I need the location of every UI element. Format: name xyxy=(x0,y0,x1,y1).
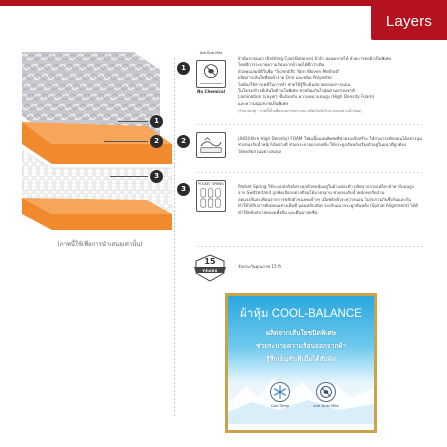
ice-mountain-graphic xyxy=(228,364,374,424)
layer-1-line: ผ้าหุ้มภายนอก (Knitting Cool-Balance) ผ้าผ้า ผ่อนคลายได้ ด้วยการทอผ้าเป็นพิเศษ xyxy=(238,56,392,61)
warranty-years: 15 xyxy=(204,257,216,266)
layer-2-line: ได้ทุกสัดส่วนอย่างสมดุล xyxy=(238,148,282,154)
layer-1-line: Lamination (Layer) ชั้นป้องกัน ความหนาแน่นสูง (High Density Foam) xyxy=(238,94,375,100)
warranty-text: รับประกันคุณภาพ 15 ปี xyxy=(238,264,281,269)
layer-1-line: โดยมีการระบายความร้อนจากผ้าลดได้ดีกว่าเดิม xyxy=(238,62,325,68)
snowflake-icon xyxy=(270,382,290,402)
banner-title xyxy=(228,305,374,323)
layer-3-description xyxy=(238,184,426,216)
layer-marker-3: 3 xyxy=(150,170,163,183)
snowflake-icon-svg xyxy=(271,383,289,401)
layer-1-description xyxy=(238,56,426,115)
banner-title-th: ผ้าหุ้ม xyxy=(240,308,269,320)
anti-dust-mite-icon-svg xyxy=(317,383,335,401)
layer-3-line: จาก Switzerland ถูกคัดเลือกอย่างดีจนได้มาตรฐาน ช่วยรองรับน้ำหนักทุกสัดส่วน xyxy=(238,190,385,196)
warranty-years-label: YEARS xyxy=(202,267,218,273)
layer-1-line: ด้วยคุณสมบัติในชื่อ "Scientific Yarn Woven Method" xyxy=(238,68,341,74)
no-chemical-label: No Chemical xyxy=(197,89,225,94)
layer-2-description xyxy=(238,136,426,155)
row-separator xyxy=(197,246,422,247)
cool-balance-banner-inner xyxy=(228,296,374,430)
pocket-spring-badge xyxy=(196,180,226,212)
leader-line-2 xyxy=(104,141,148,142)
row-marker-1: 1 xyxy=(177,62,190,75)
row-separator xyxy=(197,172,422,173)
vertical-divider xyxy=(174,58,175,418)
foam-layer-badge xyxy=(196,132,226,158)
anti-dust-mite-badge xyxy=(196,60,226,88)
layer-1-line: และความนุ่มสบายเป็นพิเศษ xyxy=(238,100,288,106)
illustration-caption: (ภาพนี้ใช้เพื่อการนำเสนอเท่านั้น) xyxy=(57,241,143,248)
row-separator xyxy=(197,124,422,125)
anti-dust-mite-icon xyxy=(197,61,225,87)
cool-temp-label: Cool Temp xyxy=(270,404,290,408)
layer-2-line: ช่วยรองรับน้ำหนักได้อย่างดี ช่วยกระจายแรงกดทับ ให้กระดูกสันหลังเรียงตัวอยู่ในแนวที่ถูกต้อง xyxy=(238,142,406,148)
layer-2-line: UHD(Ultra High Density) FOAM โฟมเนื้อแน่นพิเศษที่ช่วยรองรับสรีระ ให้สามารถพักผ่อนได้อย่างนุ่ม xyxy=(238,136,422,141)
layer-3-line: ลดแรงสั่นสะเทือนจากการขยับตัวของคนข้างๆ เมื่อพลิกตัวระหว่างนอน ไม่รบกวนกันซึ่งกันและกัน xyxy=(238,196,411,202)
layer-1-line: ไม่ต้องใช้สารเคมีในการทำ ช่วยให้รู้สึกเย็นสบายตลอดการนอน xyxy=(238,81,351,87)
foam-layer-icon xyxy=(197,133,225,157)
layer-marker-2: 2 xyxy=(150,135,163,148)
layer-1-line: ในโครงสร้างมีเส้นใยด้านในพิเศษ ช่วยป้องกันไรฝุ่นตามธรรมชาติ xyxy=(238,88,355,94)
page-title: Layers xyxy=(385,13,433,30)
banner-line-2: ช่วยระบายความร้อนออกจากผ้า xyxy=(255,342,347,350)
leader-line-3 xyxy=(110,176,148,177)
anti-dust-mite-label: Anti Dust Mite xyxy=(313,404,339,408)
anti-dust-mite-badge-label: Anti Dust Mite xyxy=(199,51,223,55)
layer-3-line: ทำให้ได้รับการพักผ่อนอย่างเต็มที่ นอนหลับสนิท รองรับแนวกระดูกสันหลัง (Spinal Alignment) ได้ดี xyxy=(238,203,418,209)
anti-dust-mite-icon xyxy=(316,382,336,402)
banner-line-1: ผลิตจากเส้นใยชนิดพิเศษ xyxy=(265,329,336,337)
warranty-badge xyxy=(193,253,227,283)
cool-balance-banner xyxy=(225,293,377,433)
pocket-spring-icon xyxy=(197,186,225,210)
layer-3-line: ทำให้หลับสบายตลอดทั้งคืน และตื่นมาสดชื่น xyxy=(238,209,318,215)
layer-1-line: ผลิตจากเส้นใยที่ทอผ้าง่าย Orin และชนิด Polyester xyxy=(238,75,333,81)
leader-line-1 xyxy=(118,121,148,122)
row-marker-3: 3 xyxy=(177,183,190,196)
row-marker-2: 2 xyxy=(177,135,190,148)
pocket-spring-badge-label: POCKET SPRING xyxy=(198,182,224,186)
layer-3-line: Pocket Spring ใช้ระบบสปริงอิสระทุกตัวห่อหุ้มอยู่ในผ้าแต่ละตัว ผลิตจากลวดเหล็กกล้าคาร์บอนสูง xyxy=(238,184,414,189)
banner-title-en: COOL-BALANCE xyxy=(271,308,362,320)
header-tab xyxy=(371,0,447,40)
layer-marker-1: 1 xyxy=(150,115,163,128)
layer-1-note: (*หมายเหตุ : ภาพนี้เป็นเพียงแค่ภาพประกอบ ผลิตภัณฑ์จริงอาจแตกต่างเล็กน้อย) xyxy=(238,109,362,114)
banner-line-3: รู้สึกเย็นทันทีเมื่อได้สัมผัส xyxy=(266,355,336,363)
